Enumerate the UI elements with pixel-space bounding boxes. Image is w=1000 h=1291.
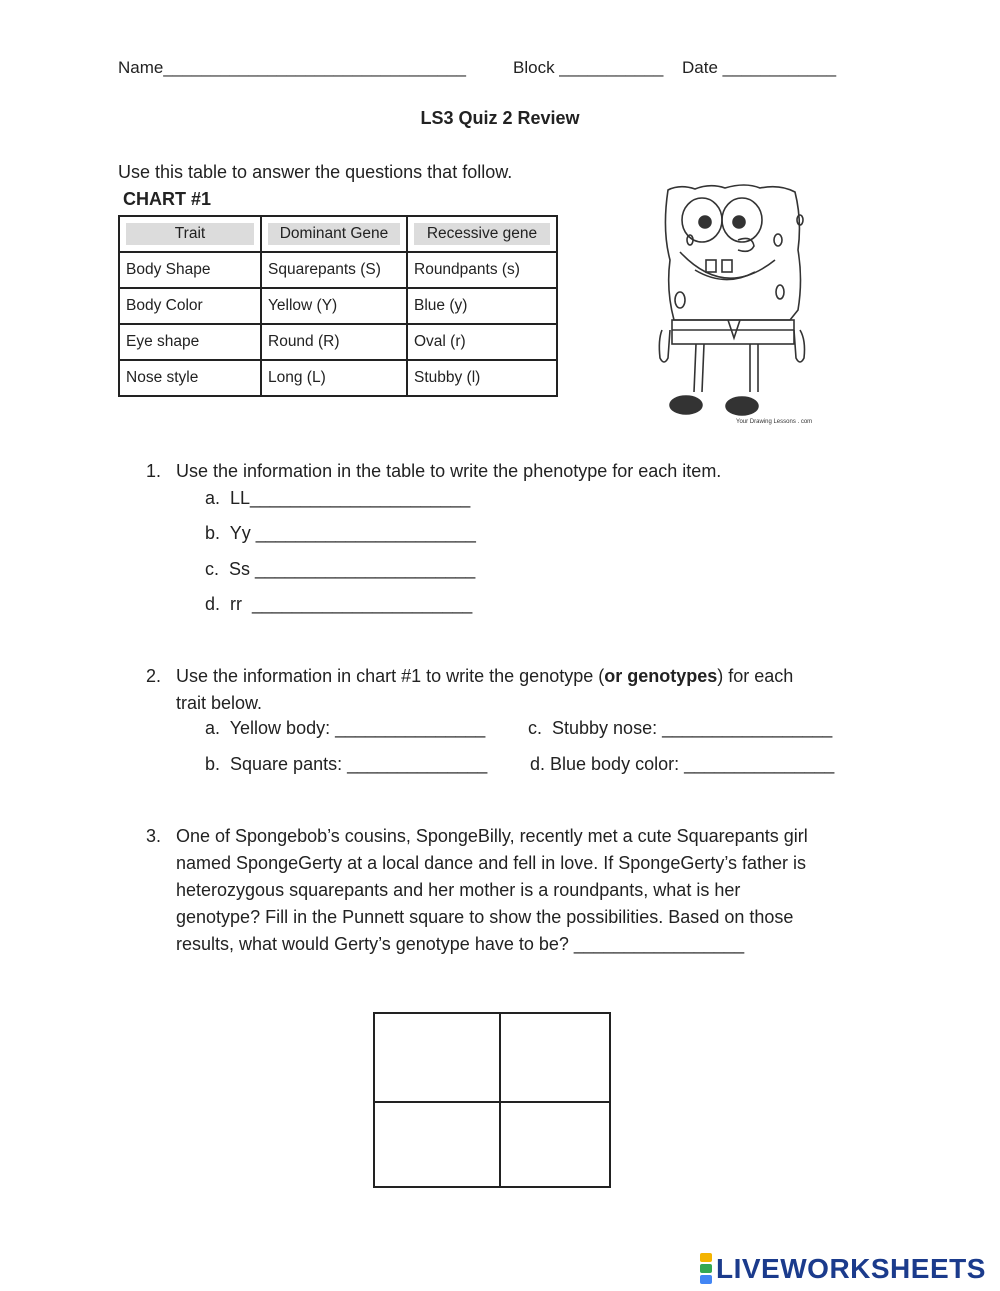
table-row [119,252,557,288]
q1-item-b: b. Yy ______________________ [205,523,476,543]
table-cell: Long (L) [261,360,407,396]
table-header-cell: Recessive gene [407,216,557,252]
q2-item-d: d. Blue body color: _______________ [530,754,835,774]
spongebob-illustration [650,180,820,430]
table-cell: Oval (r) [407,324,557,360]
punnett-cell[interactable] [375,1103,499,1186]
block-field-label: Block ___________ [513,58,664,77]
punnett-cell[interactable] [375,1014,499,1101]
table-cell: Body Color [119,288,261,324]
table-cell: Roundpants (s) [407,252,557,288]
brand-name: LIVEWORKSHEETS [716,1252,986,1284]
table-header-row [119,216,557,252]
table-cell: Round (R) [261,324,407,360]
liveworksheets-icon [700,1252,712,1285]
question-number: 2. [146,666,162,686]
table-cell: Squarepants (S) [261,252,407,288]
table-row [119,324,557,360]
question-number: 3. [146,826,162,846]
q2-item-c: c. Stubby nose: _________________ [528,718,833,738]
q1-item-c: c. Ss ______________________ [205,559,476,579]
page-title: LS3 Quiz 2 Review [420,108,580,128]
question-1-text: Use the information in the table to write the phenotype for each item. [176,461,722,481]
q2-item-b: b. Square pants: ______________ [205,754,488,774]
table-header-cell: Trait [119,216,261,252]
traits-table [118,215,558,397]
brand-logo [700,1252,986,1285]
table-cell: Eye shape [119,324,261,360]
punnett-square [373,1012,611,1188]
q1-item-a: a. LL______________________ [205,488,471,508]
date-field-label: Date ____________ [682,58,837,77]
table-row [119,288,557,324]
table-cell: Yellow (Y) [261,288,407,324]
q2-item-a: a. Yellow body: _______________ [205,718,486,738]
question-number: 1. [146,461,162,481]
chart-label: CHART #1 [123,189,212,209]
punnett-cell[interactable] [501,1103,609,1186]
q1-item-d: d. rr ______________________ [205,594,473,614]
image-caption: Your Drawing Lessons . com [736,419,813,425]
question-2-text: Use the information in chart #1 to write the genotype (or genotypes) for each trait below. [176,666,794,713]
intro-text: Use this table to answer the questions that follow. [118,162,513,182]
question-3-text: One of Spongebob’s cousins, SpongeBilly, recently met a cute Squarepants girl named SpongeGerty at a local dance and fell in love. If SpongeGerty’s father is heterozygous squarepants and her mother is a roundpants, what is her genotype? Fill in the Punnett square to show the possibilities. Based on those results, what would Gerty’s genotype have to be? _________________ [176,826,808,954]
table-row [119,360,557,396]
name-field-label: Name________________________________ [118,58,466,77]
table-cell: Stubby (l) [407,360,557,396]
table-cell: Nose style [119,360,261,396]
table-cell: Body Shape [119,252,261,288]
table-cell: Blue (y) [407,288,557,324]
punnett-cell[interactable] [501,1014,609,1101]
table-header-cell: Dominant Gene [261,216,407,252]
